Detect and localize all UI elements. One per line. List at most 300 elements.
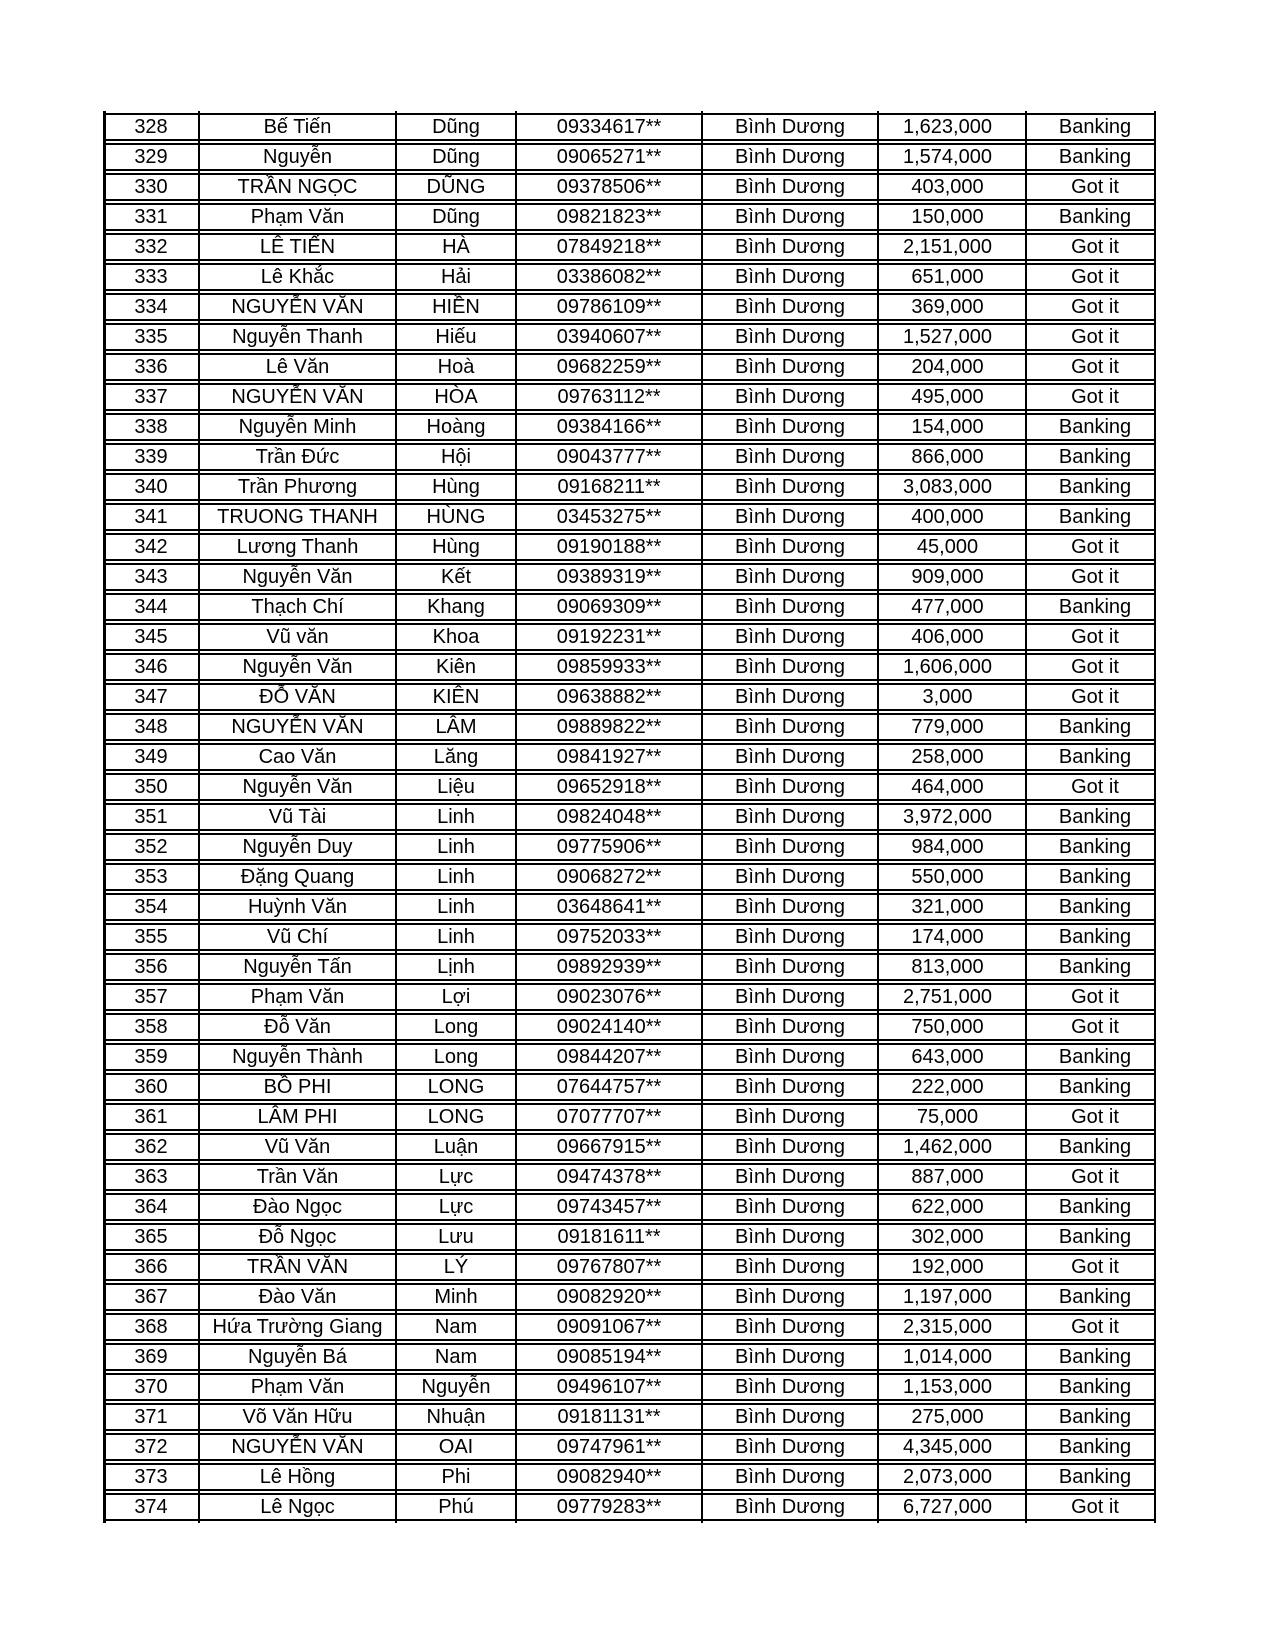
cell-amount: 495,000 xyxy=(878,383,1026,411)
cell-amount: 1,606,000 xyxy=(878,653,1026,681)
table-row xyxy=(103,653,1156,681)
cell-province: Bình Dương xyxy=(702,143,878,171)
cell-last_name: Luận xyxy=(396,1133,516,1161)
cell-amount: 4,345,000 xyxy=(878,1433,1026,1461)
cell-status: Got it xyxy=(1026,1493,1156,1521)
cell-status: Got it xyxy=(1026,533,1156,561)
table-row xyxy=(103,1103,1156,1131)
cell-first_name: Trần Văn xyxy=(199,1163,396,1191)
cell-last_name: Dũng xyxy=(396,113,516,141)
cell-phone: 09779283** xyxy=(516,1493,702,1521)
cell-index: 329 xyxy=(103,143,199,171)
cell-first_name: Vũ văn xyxy=(199,623,396,651)
cell-last_name: Lợi xyxy=(396,983,516,1011)
cell-first_name: TRẦN NGỌC xyxy=(199,173,396,201)
cell-last_name: Khang xyxy=(396,593,516,621)
cell-last_name: Lịnh xyxy=(396,953,516,981)
cell-phone: 09181131** xyxy=(516,1403,702,1431)
table-column-border xyxy=(515,111,518,1523)
cell-last_name: OAI xyxy=(396,1433,516,1461)
cell-status: Banking xyxy=(1026,1193,1156,1221)
cell-status: Banking xyxy=(1026,743,1156,771)
cell-phone: 09892939** xyxy=(516,953,702,981)
cell-first_name: Nguyễn xyxy=(199,143,396,171)
cell-phone: 09192231** xyxy=(516,623,702,651)
cell-province: Bình Dương xyxy=(702,1013,878,1041)
table-column-border xyxy=(1154,111,1157,1523)
cell-status: Got it xyxy=(1026,773,1156,801)
cell-province: Bình Dương xyxy=(702,1073,878,1101)
cell-index: 362 xyxy=(103,1133,199,1161)
cell-first_name: Đặng Quang xyxy=(199,863,396,891)
cell-amount: 174,000 xyxy=(878,923,1026,951)
cell-amount: 3,000 xyxy=(878,683,1026,711)
cell-province: Bình Dương xyxy=(702,173,878,201)
cell-status: Banking xyxy=(1026,413,1156,441)
cell-phone: 09389319** xyxy=(516,563,702,591)
cell-index: 349 xyxy=(103,743,199,771)
cell-first_name: NGUYỄN VĂN xyxy=(199,383,396,411)
cell-index: 355 xyxy=(103,923,199,951)
cell-index: 336 xyxy=(103,353,199,381)
cell-amount: 643,000 xyxy=(878,1043,1026,1071)
cell-first_name: Đào Ngọc xyxy=(199,1193,396,1221)
cell-province: Bình Dương xyxy=(702,1403,878,1431)
cell-first_name: Nguyễn Tấn xyxy=(199,953,396,981)
cell-first_name: NGUYỄN VĂN xyxy=(199,1433,396,1461)
cell-phone: 09763112** xyxy=(516,383,702,411)
cell-phone: 09069309** xyxy=(516,593,702,621)
cell-last_name: Phi xyxy=(396,1463,516,1491)
cell-amount: 984,000 xyxy=(878,833,1026,861)
table-row xyxy=(103,173,1156,201)
cell-phone: 09652918** xyxy=(516,773,702,801)
cell-last_name: DŨNG xyxy=(396,173,516,201)
cell-amount: 321,000 xyxy=(878,893,1026,921)
cell-phone: 09824048** xyxy=(516,803,702,831)
cell-index: 357 xyxy=(103,983,199,1011)
cell-status: Got it xyxy=(1026,293,1156,321)
cell-phone: 09068272** xyxy=(516,863,702,891)
cell-first_name: Nguyễn Duy xyxy=(199,833,396,861)
cell-first_name: Cao Văn xyxy=(199,743,396,771)
cell-phone: 09767807** xyxy=(516,1253,702,1281)
cell-index: 334 xyxy=(103,293,199,321)
cell-first_name: Trần Phương xyxy=(199,473,396,501)
cell-last_name: Hiếu xyxy=(396,323,516,351)
cell-last_name: Linh xyxy=(396,803,516,831)
cell-amount: 651,000 xyxy=(878,263,1026,291)
table-row xyxy=(103,833,1156,861)
table-row xyxy=(103,143,1156,171)
cell-province: Bình Dương xyxy=(702,1193,878,1221)
cell-phone: 07644757** xyxy=(516,1073,702,1101)
table-row xyxy=(103,533,1156,561)
cell-status: Banking xyxy=(1026,203,1156,231)
cell-amount: 813,000 xyxy=(878,953,1026,981)
cell-amount: 1,153,000 xyxy=(878,1373,1026,1401)
cell-status: Got it xyxy=(1026,383,1156,411)
cell-last_name: Hải xyxy=(396,263,516,291)
cell-province: Bình Dương xyxy=(702,113,878,141)
cell-last_name: Khoa xyxy=(396,623,516,651)
cell-amount: 258,000 xyxy=(878,743,1026,771)
cell-amount: 779,000 xyxy=(878,713,1026,741)
cell-phone: 09085194** xyxy=(516,1343,702,1371)
cell-province: Bình Dương xyxy=(702,653,878,681)
cell-index: 330 xyxy=(103,173,199,201)
cell-index: 346 xyxy=(103,653,199,681)
cell-amount: 477,000 xyxy=(878,593,1026,621)
cell-last_name: Nam xyxy=(396,1343,516,1371)
cell-last_name: Nguyễn xyxy=(396,1373,516,1401)
cell-last_name: Phú xyxy=(396,1493,516,1521)
cell-phone: 09747961** xyxy=(516,1433,702,1461)
cell-phone: 09752033** xyxy=(516,923,702,951)
cell-province: Bình Dương xyxy=(702,1223,878,1251)
cell-province: Bình Dương xyxy=(702,803,878,831)
cell-status: Got it xyxy=(1026,233,1156,261)
cell-province: Bình Dương xyxy=(702,863,878,891)
cell-index: 338 xyxy=(103,413,199,441)
cell-phone: 09775906** xyxy=(516,833,702,861)
cell-index: 364 xyxy=(103,1193,199,1221)
cell-province: Bình Dương xyxy=(702,443,878,471)
cell-phone: 03940607** xyxy=(516,323,702,351)
cell-index: 348 xyxy=(103,713,199,741)
cell-phone: 09859933** xyxy=(516,653,702,681)
cell-province: Bình Dương xyxy=(702,1163,878,1191)
cell-index: 352 xyxy=(103,833,199,861)
cell-phone: 09334617** xyxy=(516,113,702,141)
table-row xyxy=(103,1043,1156,1071)
cell-province: Bình Dương xyxy=(702,473,878,501)
cell-phone: 09024140** xyxy=(516,1013,702,1041)
table-body xyxy=(103,113,1156,1521)
table-row xyxy=(103,323,1156,351)
cell-amount: 1,623,000 xyxy=(878,113,1026,141)
cell-last_name: HÀ xyxy=(396,233,516,261)
cell-last_name: Hoà xyxy=(396,353,516,381)
cell-index: 351 xyxy=(103,803,199,831)
cell-first_name: Lê Văn xyxy=(199,353,396,381)
cell-status: Banking xyxy=(1026,953,1156,981)
cell-index: 360 xyxy=(103,1073,199,1101)
table-row xyxy=(103,863,1156,891)
cell-last_name: Lăng xyxy=(396,743,516,771)
cell-status: Got it xyxy=(1026,323,1156,351)
cell-phone: 03453275** xyxy=(516,503,702,531)
cell-last_name: Nam xyxy=(396,1313,516,1341)
cell-amount: 150,000 xyxy=(878,203,1026,231)
cell-amount: 302,000 xyxy=(878,1223,1026,1251)
cell-province: Bình Dương xyxy=(702,233,878,261)
cell-amount: 3,083,000 xyxy=(878,473,1026,501)
cell-phone: 09181611** xyxy=(516,1223,702,1251)
cell-first_name: Đào Văn xyxy=(199,1283,396,1311)
cell-last_name: Linh xyxy=(396,833,516,861)
cell-last_name: Linh xyxy=(396,863,516,891)
cell-last_name: Long xyxy=(396,1013,516,1041)
cell-last_name: LÝ xyxy=(396,1253,516,1281)
table-row xyxy=(103,923,1156,951)
cell-index: 359 xyxy=(103,1043,199,1071)
cell-amount: 887,000 xyxy=(878,1163,1026,1191)
table-row xyxy=(103,983,1156,1011)
cell-status: Banking xyxy=(1026,473,1156,501)
cell-amount: 909,000 xyxy=(878,563,1026,591)
cell-province: Bình Dương xyxy=(702,563,878,591)
cell-first_name: Trần Đức xyxy=(199,443,396,471)
table-row xyxy=(103,893,1156,921)
table-column-border xyxy=(395,111,398,1523)
cell-status: Banking xyxy=(1026,1283,1156,1311)
cell-amount: 1,527,000 xyxy=(878,323,1026,351)
cell-amount: 45,000 xyxy=(878,533,1026,561)
cell-phone: 07849218** xyxy=(516,233,702,261)
contact-table-wrap xyxy=(103,111,1156,1523)
cell-last_name: Dũng xyxy=(396,143,516,171)
cell-first_name: Huỳnh Văn xyxy=(199,893,396,921)
cell-amount: 2,073,000 xyxy=(878,1463,1026,1491)
cell-first_name: Đỗ Văn xyxy=(199,1013,396,1041)
cell-index: 347 xyxy=(103,683,199,711)
cell-first_name: LÊ TIẾN xyxy=(199,233,396,261)
cell-phone: 03386082** xyxy=(516,263,702,291)
table-row xyxy=(103,713,1156,741)
table-row xyxy=(103,593,1156,621)
cell-province: Bình Dương xyxy=(702,323,878,351)
table-row xyxy=(103,503,1156,531)
cell-index: 367 xyxy=(103,1283,199,1311)
cell-amount: 2,751,000 xyxy=(878,983,1026,1011)
cell-province: Bình Dương xyxy=(702,1133,878,1161)
cell-last_name: Nhuận xyxy=(396,1403,516,1431)
cell-province: Bình Dương xyxy=(702,1253,878,1281)
table-row xyxy=(103,203,1156,231)
cell-status: Banking xyxy=(1026,1403,1156,1431)
cell-first_name: Vũ Văn xyxy=(199,1133,396,1161)
table-row xyxy=(103,1463,1156,1491)
cell-first_name: Nguyễn Bá xyxy=(199,1343,396,1371)
cell-first_name: Nguyễn Thanh xyxy=(199,323,396,351)
cell-index: 374 xyxy=(103,1493,199,1521)
table-row xyxy=(103,263,1156,291)
table-row xyxy=(103,1403,1156,1431)
cell-first_name: Thạch Chí xyxy=(199,593,396,621)
cell-first_name: ĐỖ VĂN xyxy=(199,683,396,711)
cell-status: Banking xyxy=(1026,923,1156,951)
cell-amount: 866,000 xyxy=(878,443,1026,471)
cell-amount: 464,000 xyxy=(878,773,1026,801)
cell-status: Got it xyxy=(1026,1163,1156,1191)
table-row xyxy=(103,563,1156,591)
cell-amount: 275,000 xyxy=(878,1403,1026,1431)
cell-last_name: Minh xyxy=(396,1283,516,1311)
cell-province: Bình Dương xyxy=(702,1433,878,1461)
cell-last_name: Hùng xyxy=(396,533,516,561)
cell-province: Bình Dương xyxy=(702,1463,878,1491)
cell-index: 356 xyxy=(103,953,199,981)
cell-index: 342 xyxy=(103,533,199,561)
cell-index: 373 xyxy=(103,1463,199,1491)
cell-phone: 09091067** xyxy=(516,1313,702,1341)
cell-amount: 192,000 xyxy=(878,1253,1026,1281)
cell-province: Bình Dương xyxy=(702,1343,878,1371)
cell-status: Banking xyxy=(1026,893,1156,921)
cell-amount: 6,727,000 xyxy=(878,1493,1026,1521)
table-row xyxy=(103,1073,1156,1101)
cell-amount: 1,014,000 xyxy=(878,1343,1026,1371)
table-row xyxy=(103,1163,1156,1191)
cell-index: 358 xyxy=(103,1013,199,1041)
cell-province: Bình Dương xyxy=(702,383,878,411)
cell-amount: 750,000 xyxy=(878,1013,1026,1041)
cell-status: Banking xyxy=(1026,503,1156,531)
cell-phone: 09474378** xyxy=(516,1163,702,1191)
cell-phone: 09743457** xyxy=(516,1193,702,1221)
cell-province: Bình Dương xyxy=(702,1493,878,1521)
cell-status: Got it xyxy=(1026,1103,1156,1131)
table-row xyxy=(103,1313,1156,1341)
cell-last_name: KIÊN xyxy=(396,683,516,711)
cell-province: Bình Dương xyxy=(702,533,878,561)
cell-first_name: Vũ Tài xyxy=(199,803,396,831)
cell-first_name: Nguyễn Văn xyxy=(199,773,396,801)
cell-amount: 550,000 xyxy=(878,863,1026,891)
cell-province: Bình Dương xyxy=(702,1103,878,1131)
cell-first_name: Lê Khắc xyxy=(199,263,396,291)
cell-province: Bình Dương xyxy=(702,1283,878,1311)
cell-index: 368 xyxy=(103,1313,199,1341)
cell-first_name: Lê Hồng xyxy=(199,1463,396,1491)
cell-last_name: Lực xyxy=(396,1163,516,1191)
cell-phone: 09821823** xyxy=(516,203,702,231)
cell-status: Got it xyxy=(1026,683,1156,711)
cell-index: 335 xyxy=(103,323,199,351)
cell-phone: 09844207** xyxy=(516,1043,702,1071)
cell-status: Banking xyxy=(1026,1133,1156,1161)
contact-table xyxy=(103,111,1156,1523)
table-row xyxy=(103,443,1156,471)
cell-index: 332 xyxy=(103,233,199,261)
cell-index: 365 xyxy=(103,1223,199,1251)
cell-province: Bình Dương xyxy=(702,773,878,801)
cell-province: Bình Dương xyxy=(702,953,878,981)
cell-province: Bình Dương xyxy=(702,203,878,231)
cell-first_name: Bế Tiến xyxy=(199,113,396,141)
cell-status: Banking xyxy=(1026,713,1156,741)
cell-index: 344 xyxy=(103,593,199,621)
cell-index: 345 xyxy=(103,623,199,651)
cell-index: 343 xyxy=(103,563,199,591)
cell-index: 337 xyxy=(103,383,199,411)
table-row xyxy=(103,353,1156,381)
cell-first_name: LÂM PHI xyxy=(199,1103,396,1131)
table-column-border xyxy=(1025,111,1028,1523)
cell-first_name: NGUYỄN VĂN xyxy=(199,293,396,321)
cell-last_name: HÙNG xyxy=(396,503,516,531)
cell-status: Got it xyxy=(1026,623,1156,651)
table-row xyxy=(103,1283,1156,1311)
cell-amount: 204,000 xyxy=(878,353,1026,381)
table-column-border xyxy=(877,111,880,1523)
cell-province: Bình Dương xyxy=(702,983,878,1011)
cell-index: 361 xyxy=(103,1103,199,1131)
cell-phone: 09023076** xyxy=(516,983,702,1011)
cell-amount: 222,000 xyxy=(878,1073,1026,1101)
cell-index: 363 xyxy=(103,1163,199,1191)
cell-status: Banking xyxy=(1026,113,1156,141)
cell-index: 328 xyxy=(103,113,199,141)
cell-last_name: Lực xyxy=(396,1193,516,1221)
table-row xyxy=(103,473,1156,501)
cell-last_name: Dũng xyxy=(396,203,516,231)
cell-phone: 09638882** xyxy=(516,683,702,711)
cell-first_name: Nguyễn Văn xyxy=(199,653,396,681)
cell-phone: 09082940** xyxy=(516,1463,702,1491)
cell-province: Bình Dương xyxy=(702,623,878,651)
cell-last_name: HÒA xyxy=(396,383,516,411)
cell-phone: 09667915** xyxy=(516,1133,702,1161)
cell-first_name: Hứa Trường Giang xyxy=(199,1313,396,1341)
table-row xyxy=(103,413,1156,441)
cell-index: 372 xyxy=(103,1433,199,1461)
cell-first_name: Nguyễn Minh xyxy=(199,413,396,441)
cell-amount: 75,000 xyxy=(878,1103,1026,1131)
table-row xyxy=(103,1193,1156,1221)
table-row xyxy=(103,1253,1156,1281)
table-column-border xyxy=(701,111,704,1523)
cell-first_name: Vũ Chí xyxy=(199,923,396,951)
cell-last_name: Liệu xyxy=(396,773,516,801)
cell-status: Banking xyxy=(1026,1343,1156,1371)
cell-index: 331 xyxy=(103,203,199,231)
cell-status: Got it xyxy=(1026,983,1156,1011)
cell-status: Banking xyxy=(1026,863,1156,891)
table-row xyxy=(103,1433,1156,1461)
cell-last_name: Long xyxy=(396,1043,516,1071)
cell-amount: 403,000 xyxy=(878,173,1026,201)
table-row xyxy=(103,803,1156,831)
cell-amount: 400,000 xyxy=(878,503,1026,531)
cell-first_name: NGUYỄN VĂN xyxy=(199,713,396,741)
cell-last_name: Linh xyxy=(396,923,516,951)
cell-first_name: TRẦN VĂN xyxy=(199,1253,396,1281)
cell-status: Banking xyxy=(1026,1373,1156,1401)
cell-status: Banking xyxy=(1026,1433,1156,1461)
table-row xyxy=(103,113,1156,141)
table-row xyxy=(103,743,1156,771)
cell-status: Got it xyxy=(1026,563,1156,591)
cell-status: Banking xyxy=(1026,1223,1156,1251)
cell-status: Banking xyxy=(1026,143,1156,171)
cell-phone: 03648641** xyxy=(516,893,702,921)
cell-amount: 2,315,000 xyxy=(878,1313,1026,1341)
cell-first_name: Nguyễn Văn xyxy=(199,563,396,591)
cell-last_name: LONG xyxy=(396,1073,516,1101)
cell-phone: 09682259** xyxy=(516,353,702,381)
cell-phone: 09496107** xyxy=(516,1373,702,1401)
table-column-border xyxy=(198,111,201,1523)
table-row xyxy=(103,953,1156,981)
table-row xyxy=(103,383,1156,411)
cell-first_name: Lê Ngọc xyxy=(199,1493,396,1521)
cell-province: Bình Dương xyxy=(702,413,878,441)
cell-phone: 09384166** xyxy=(516,413,702,441)
cell-amount: 154,000 xyxy=(878,413,1026,441)
cell-index: 339 xyxy=(103,443,199,471)
